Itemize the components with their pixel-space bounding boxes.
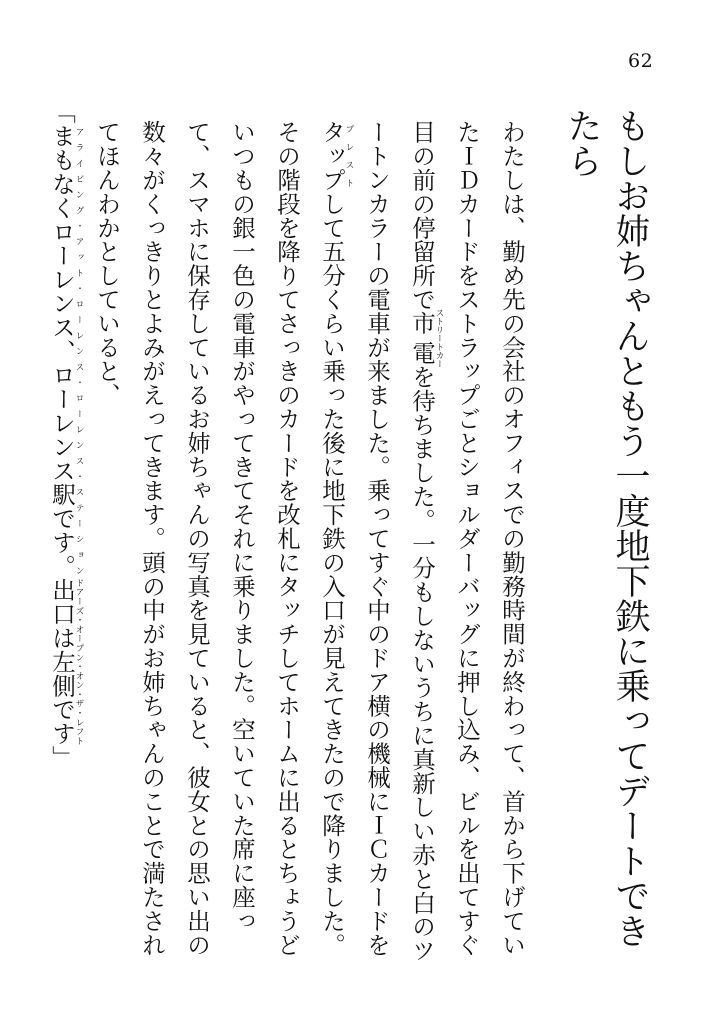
body-paragraph bbox=[84, 100, 534, 980]
page-number: 62 bbox=[628, 50, 654, 72]
paragraph-text-part3: して五分くらい乗った後に地下鉄の入口が見えてきたので降りました。その階段を降りてさっきのカードを改札にタッチしてホームに出るとちょうどいつもの銀一色の電車がやってきてそれに乗りました。空いていた席に座って、スマホに保存しているお姉ちゃんの写真を見ていると、彼女との思い出の数々がくっきりとよみがえってきます。頭の中がお姉ちゃんのことで満たされてほんわかとしていると、 bbox=[93, 120, 346, 957]
page-text bbox=[4, 100, 654, 980]
ruby-streetcar-base: 市電 bbox=[408, 308, 436, 368]
ruby-streetcar bbox=[408, 308, 444, 368]
paragraph-text-part2: を待ちました。一分もしないうちに真新しい赤と白のツートンカラーの電車が来ました。乗ってすぐ中のドア横の機械にＩＣカードを bbox=[363, 120, 436, 963]
ruby-doors-base: 出口は左側です bbox=[48, 578, 76, 746]
ruby-tap-reading: プレスト bbox=[344, 120, 354, 192]
ruby-doors-reading: ドアーズ・オープン・オン・ザ・レフト bbox=[74, 578, 84, 746]
ruby-arriving bbox=[48, 123, 84, 579]
quote-open-bracket: 「 bbox=[48, 100, 76, 124]
ruby-arriving-reading: アライビング・アット・ローレンス・ローレンス・ステーション bbox=[74, 123, 84, 579]
announcement-quote bbox=[39, 100, 84, 980]
ruby-doors bbox=[48, 578, 84, 746]
quote-close-bracket: 」 bbox=[48, 745, 76, 770]
chapter-title: もしお姉ちゃんともう一度地下鉄に乗ってデートできたら bbox=[562, 108, 650, 948]
ruby-streetcar-reading: ストリートカー bbox=[434, 308, 444, 368]
paragraph-text-part1: わたしは、勤め先の会社のオフィスでの勤務時間が終わって、首から下げていたＩＤカードをストラップごとショルダーバッグに押し込み、ビルを出てすぐ目の前の停留所で bbox=[408, 120, 526, 957]
ruby-tap bbox=[318, 120, 354, 192]
ruby-tap-base: タップ bbox=[318, 120, 346, 192]
ruby-arriving-base: まもなくローレンス、ローレンス駅です。 bbox=[48, 123, 76, 579]
